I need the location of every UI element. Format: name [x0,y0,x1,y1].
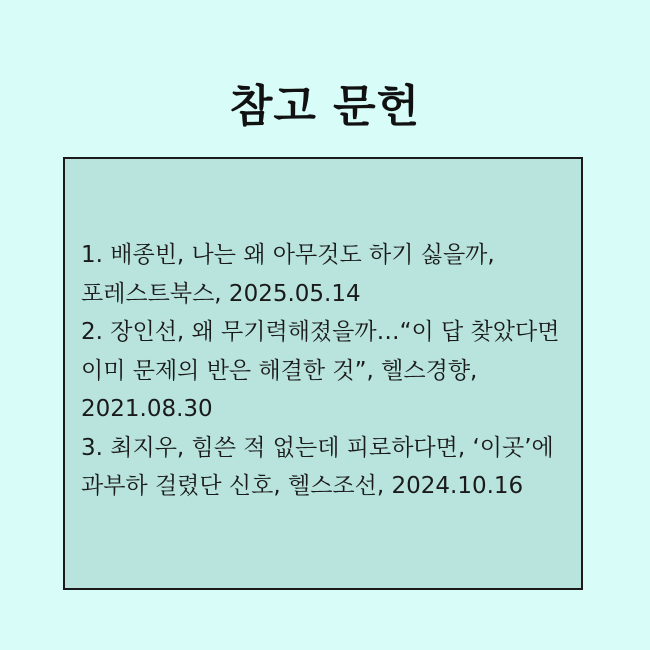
reference-item-1: 1. 배종빈, 나는 왜 아무것도 하기 싫을까, 포레스트북스, 2025.05.14 [81,242,495,307]
page-title: 참고 문헌 [229,81,421,133]
references-box [63,157,583,590]
reference-item-2: 2. 장인선, 왜 무기력해졌을까…“이 답 찾았다면 이미 문제의 반은 해결한 것”, 헬스경향, 2021.08.30 [81,319,560,422]
reference-item-3: 3. 최지우, 힘쓴 적 없는데 피로하다면, ‘이곳’에 과부하 걸렸단 신호, 헬스조선, 2024.10.16 [81,434,554,499]
reference-list [81,236,561,506]
